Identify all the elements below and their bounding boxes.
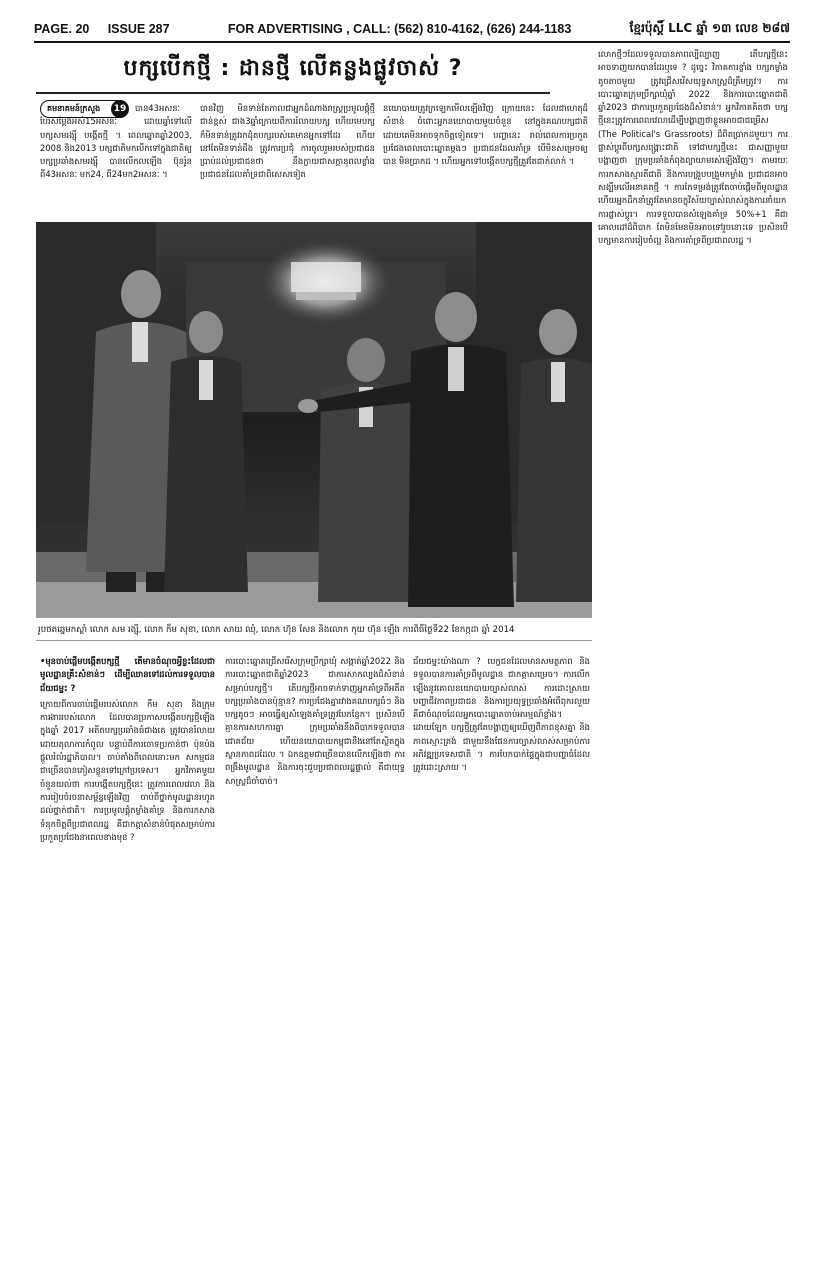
intro-text-2: បានវិញ មិនទាន់តែកាលជាអ្នកដំណាងរាស្ត្រប្រមូលផ្ដុំថ្មីជាន់ខ្ពស់ ជាង3ឆ្នាំក្រោយពីការរំលាយបក្ស ហើយមេបក្ស ក៏មិនទាន់ត្រូវរកដុំតបក្សរបស់គេមានអ្នកទៅដែរ ហើយនៅតែមិនទាន់ដឹង ត្រូវការប្រជុំ ការចូលរួមរបស់ប្រជាជនប្រាប់ដល់ប្រជាជនថា នឹងក្លាយជាសក្ដានុពលខ្លាំង ប្រជាជនដែលគាំទ្រជាពិសេសទៀត (200, 103, 375, 180)
right-column-text: លោកថ្មីៗដែលទទួលបានភាពល្បីល្បាញ តើបក្សថ្មីនេះអាចទាញយកបានដែរឬទេ ? ដូច្នេះ វិភាគការខ្លាំង បក្សកម្លាំងតូចតាចមួយ ត្រូវជ្រើសរើសយុទ្ធសាស្ត្រដ៏ត្រឹមត្រូវ។ ការបោះឆ្នោតក្រុមប្រឹក្សាឃុំឆ្នាំ 2022 និងការបោះឆ្នោតជាតិឆ្នាំ2023 ជាការប្រកួតប្រជែងដ៏សំខាន់។ អ្នកវិភាគគិតថា បក្សថ្មីនេះត្រូវការពេលវេលាដើម្បីបង្ហាញថាខ្លួនអាចជាជម្រើស (The Political's Grassroots) ដ៏ពិតប្រាកដមួយ។ ការផ្លាស់ប្ដូរពីបក្សសង្គ្រោះជាតិ ទៅជាបក្សថ្មីនេះ ជាសញ្ញាមួយបង្ហាញថា ក្រុមប្រឆាំងកំពុងព្យាយាមរស់ឡើងវិញ។ តាមរយៈការកសាងស្មារតីជាតិ និងការបង្រួបបង្រួមកម្លាំង ប្រជាជនអាចសង្ឃឹមលើអនាគតថ្មី ។ ការកែទម្រង់ត្រូវតែចាប់ផ្ដើមពីមូលដ្ឋាន ហើយអ្នកដឹកនាំត្រូវតែមានចក្ខុវិស័យច្បាស់លាស់ក្នុងការនាំយកការផ្លាស់ប្ដូរ។ ការទទួលបានសំឡេងគាំទ្រ 50%+1 គឺជាគោលដៅដ៏ពិបាក តែមិនមែនមិនអាចទៅរួចនោះទេ ប្រសិនបើបក្សមានការរៀបចំល្អ និងការគាំទ្រពីប្រជាពលរដ្ឋ ។ (598, 49, 788, 246)
lower-column-3 (413, 655, 590, 1245)
photo-caption: រូបថតឆ្នេមកស្ដាំ លោក សម រង្ស៊ី, លោក កឹម សុខា, លោក សាយ ឈុំ, លោក ហ៊ុន សែន និងលោក កុយ ហ៊ុន ឡើង ការពិធីថ្ងៃទី22 ខែកក្កដា ឆ្នាំ 2014 (36, 623, 592, 641)
intro-text-3: នយោបាយត្រូវក្រឡេកមើលឡើងវិញ ក្រោយនេះ ដែលជាហេតុដ៏សំខាន់ ចំពោះអ្នកនយោបាយមួយចំនួន នៅក្នុងគណបក្សជាតិ ដោយគេមិនអាចទុកចិត្តទៀតទេ។ បញ្ហានេះ រាល់ពេលការប្រកួតប្រជែងពេលបោះឆ្នោតម្ដងៗ ប្រជាជនដែលគាំទ្រ បើមិនសម្រេចឲ្យបាន មិនប្រាកដ ។ ហើយអ្នកទៅបង្កើតបក្សថ្មីត្រូវតែជាក់លាក់ ។ (383, 103, 588, 167)
lower-column-1 (40, 655, 215, 1245)
lower-text-2: ការបោះឆ្នោតជ្រើសរើសក្រុមប្រឹក្សាឃុំ សង្កាត់ឆ្នាំ2022 និងការបោះឆ្នោតជាតិឆ្នាំ2023 ជាការសាកល្បងដ៏សំខាន់សម្រាប់បក្សថ្មី។ តើបក្សថ្មីអាចទាក់ទាញអ្នកគាំទ្រពីអតីតបក្សប្រឆាំងបានប៉ុន្មាន? ការប្រជែងគ្នារវាងគណបក្សធំៗ និងបក្សតូចៗ អាចធ្វើឲ្យសំឡេងគាំទ្រត្រូវបែកខ្ញែក។ ប្រសិនបើគ្មានការសហការគ្នា ក្រុមប្រឆាំងនឹងពិបាកទទួលបានជោគជ័យ ហើយនយោបាយកម្ពុជានឹងនៅតែស្ថិតក្នុងស្ថានភាពដដែល ។ ឯកឧត្តមជាច្រើនបានលើកឡើងថា ការពង្រឹងមូលដ្ឋាន និងការចុះជួបប្រជាពលរដ្ឋផ្ទាល់ គឺជាយុទ្ធសាស្ត្រដ៏ចាំបាច់។ (225, 656, 405, 786)
page-number: PAGE. 20 (34, 22, 90, 36)
page-header (34, 18, 790, 40)
lower-column-2 (225, 655, 405, 1245)
right-column (598, 48, 788, 1248)
intro-column-2 (200, 102, 375, 217)
badge-number: 19 (111, 100, 129, 118)
advertising-contact: FOR ADVERTISING , CALL: (562) 810-4162, (626) 244-1183 (227, 22, 572, 36)
intro-column-3 (383, 102, 588, 217)
lower-subheading: •មុនចាប់ផ្ដើមបង្កើតបក្សថ្មី តើមានចំណុចអ្វីខ្លះដែលជាមូលដ្ឋានគ្រឹះសំខាន់ៗ ដើម្បីឈានទៅដល់ការទទួលបានជ័យជម្នះ ? (40, 656, 215, 693)
lower-text-3: ជ័យជម្នះយ៉ាងណា ? បេក្ខជនដែលមានសមត្ថភាព និងទទួលបានការគាំទ្រពីមូលដ្ឋាន ជាកត្តាសម្រេច។ ការលើកឡើងនូវគោលនយោបាយច្បាស់លាស់ ការដោះស្រាយបញ្ហាជីវភាពប្រជាជន និងការប្រយុទ្ធប្រឆាំងអំពើពុករលួយ គឺជាចំណុចដែលអ្នកបោះឆ្នោតចាប់អារម្មណ៍ខ្លាំង។ ដោយឡែក បក្សថ្មីត្រូវតែបង្ហាញឲ្យឃើញពីភាពខុសគ្នា និងភាពស្មោះត្រង់ ជាមួយនឹងផែនការច្បាស់លាស់សម្រាប់ការអភិវឌ្ឍប្រទេសជាតិ ។ ការបែកបាក់ផ្ទៃក្នុងជាបញ្ហាធំដែលត្រូវដោះស្រាយ ។ (413, 656, 590, 773)
header-rule (34, 41, 790, 43)
lower-text-1: ក្រោយពីការចាប់ផ្ដើមរបស់លោក កឹម សុខា និងក្រុមការងាររបស់លោក ដែលបានប្រកាសបង្កើតបក្សថ្មីឡើង ក្នុងឆ្នាំ 2017 អតីតបក្សប្រឆាំងធំជាងគេ ត្រូវបានរំលាយដោយតុលាការកំពូល បន្ទាប់ពីការចោទប្រកាន់ថា ប៉ុនប៉ងផ្ដួលរំលំរដ្ឋាភិបាល។ ចាប់តាំងពីពេលនោះមក សកម្មជនជាច្រើនបានភៀសខ្លួនទៅក្រៅប្រទេស។ អ្នកវិភាគមួយចំនួនយល់ថា ការបង្កើតបក្សថ្មីនេះ ត្រូវការពេលវេលា និងការរៀបចំរចនាសម្ព័ន្ធឡើងវិញ ចាប់ពីថ្នាក់មូលដ្ឋានរហូតដល់ថ្នាក់ជាតិ។ ការប្រមូលផ្ដុំកម្លាំងគាំទ្រ និងការកសាងទំនុកចិត្តពីប្រជាពលរដ្ឋ គឺជាកត្តាសំខាន់បំផុតសម្រាប់ការប្រកួតប្រជែងនាពេលខាងមុខ ? (40, 698, 215, 842)
photo-illustration (36, 222, 592, 618)
news-photo (36, 222, 592, 618)
badge-label: គមនាគមន៍ក្រសួង (47, 104, 101, 113)
headline: បក្សបើកថ្មី : ដានថ្មី លើគន្លងផ្លូវចាស់ ? (36, 48, 550, 94)
masthead: ខ្មែរប៉ុស្ដិ៍ LLC ឆ្នាំ ១៣ លេខ ២៨៧ (629, 21, 790, 35)
issue-number: ISSUE 287 (107, 22, 170, 36)
intro-text-1: បាន43អសនៈ បែរសម្ដែងអស់15អសនៈ ដោយឆ្នាំទៅលើបក្សសមរង្ស៊ី បង្កើតថ្មី ។ ពេលឆ្នោតឆ្នាំ2003, 2008 និង2013 បក្សជាតិមកបើកទៅក្នុងជាតិឲ្យ បក្សប្រឆាំងសមរង្ស៊ី បានលើកលឡើង ប៊ុនរ៉ូន ពី43អសនៈ មក24, ពី24មក2អសនៈ ។ (40, 103, 192, 180)
